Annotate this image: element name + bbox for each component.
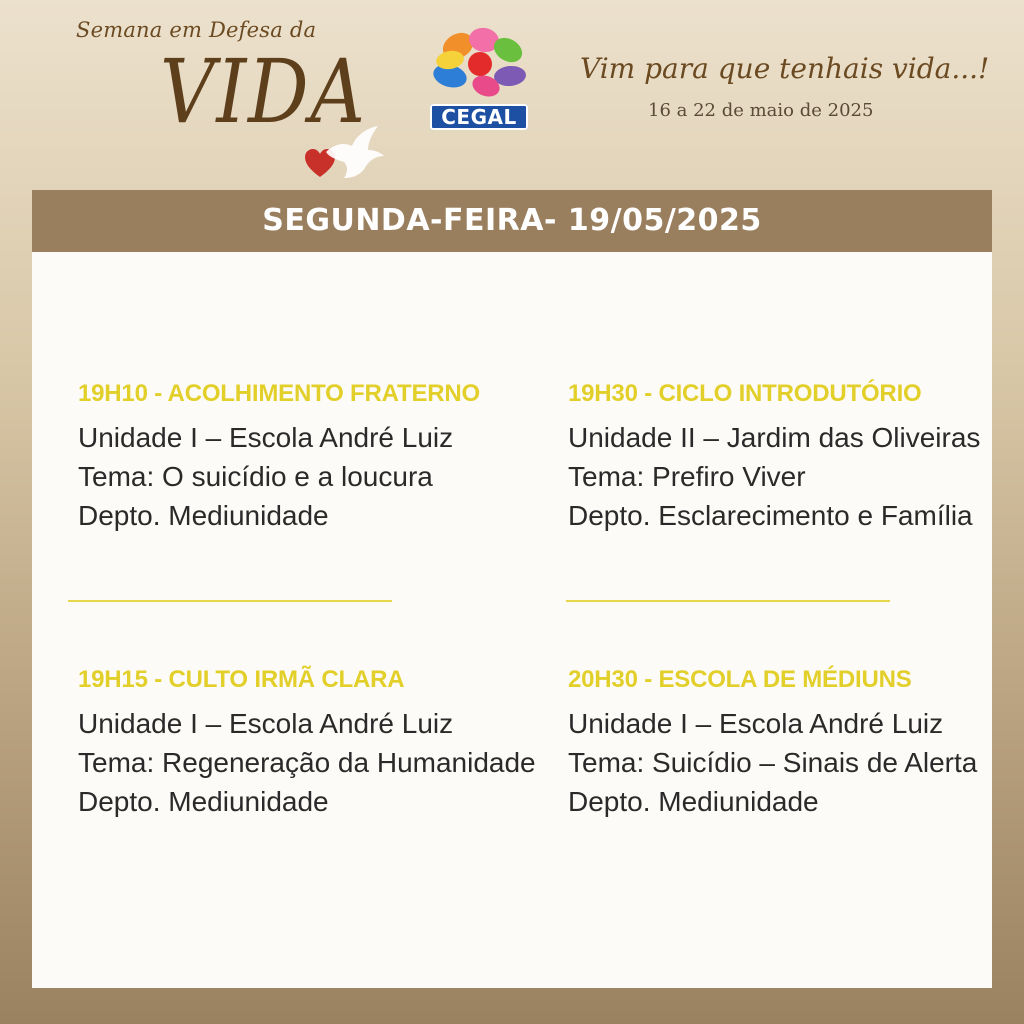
- event-title: 19H15 - CULTO IRMÃ CLARA: [78, 666, 405, 693]
- event-theme: Tema: O suicídio e a loucura: [78, 461, 433, 492]
- event-unit: Unidade I – Escola André Luiz: [78, 708, 454, 739]
- header-subtitle: Semana em Defesa da: [76, 18, 317, 42]
- event-title: 19H30 - CICLO INTRODUTÓRIO: [568, 380, 922, 407]
- event-unit: Unidade I – Escola André Luiz: [78, 422, 454, 453]
- event-department: Depto. Esclarecimento e Família: [568, 500, 973, 531]
- divider-right: [566, 600, 890, 602]
- event-card: [78, 380, 538, 535]
- tagline: Vim para que tenhais vida...!: [580, 52, 990, 85]
- event-title: 20H30 - ESCOLA DE MÉDIUNS: [568, 666, 912, 693]
- event-card: [568, 380, 1024, 535]
- dove-icon: [322, 122, 386, 182]
- header-title: VIDA: [160, 40, 367, 143]
- divider-left: [68, 600, 392, 602]
- event-dates: 16 a 22 de maio de 2025: [648, 100, 874, 121]
- event-card: [78, 666, 538, 821]
- event-department: Depto. Mediunidade: [568, 786, 819, 817]
- event-card: [568, 666, 1024, 821]
- event-theme: Tema: Prefiro Viver: [568, 461, 806, 492]
- event-theme: Tema: Regeneração da Humanidade: [78, 747, 536, 778]
- event-department: Depto. Mediunidade: [78, 500, 329, 531]
- day-banner: SEGUNDA-FEIRA- 19/05/2025: [32, 190, 992, 252]
- logo-wordmark: CEGAL: [430, 104, 528, 130]
- schedule-panel: [32, 252, 992, 988]
- event-theme: Tema: Suicídio – Sinais de Alerta: [568, 747, 978, 778]
- event-title: 19H10 - ACOLHIMENTO FRATERNO: [78, 380, 480, 407]
- event-unit: Unidade II – Jardim das Oliveiras: [568, 422, 981, 453]
- event-department: Depto. Mediunidade: [78, 786, 329, 817]
- event-unit: Unidade I – Escola André Luiz: [568, 708, 944, 739]
